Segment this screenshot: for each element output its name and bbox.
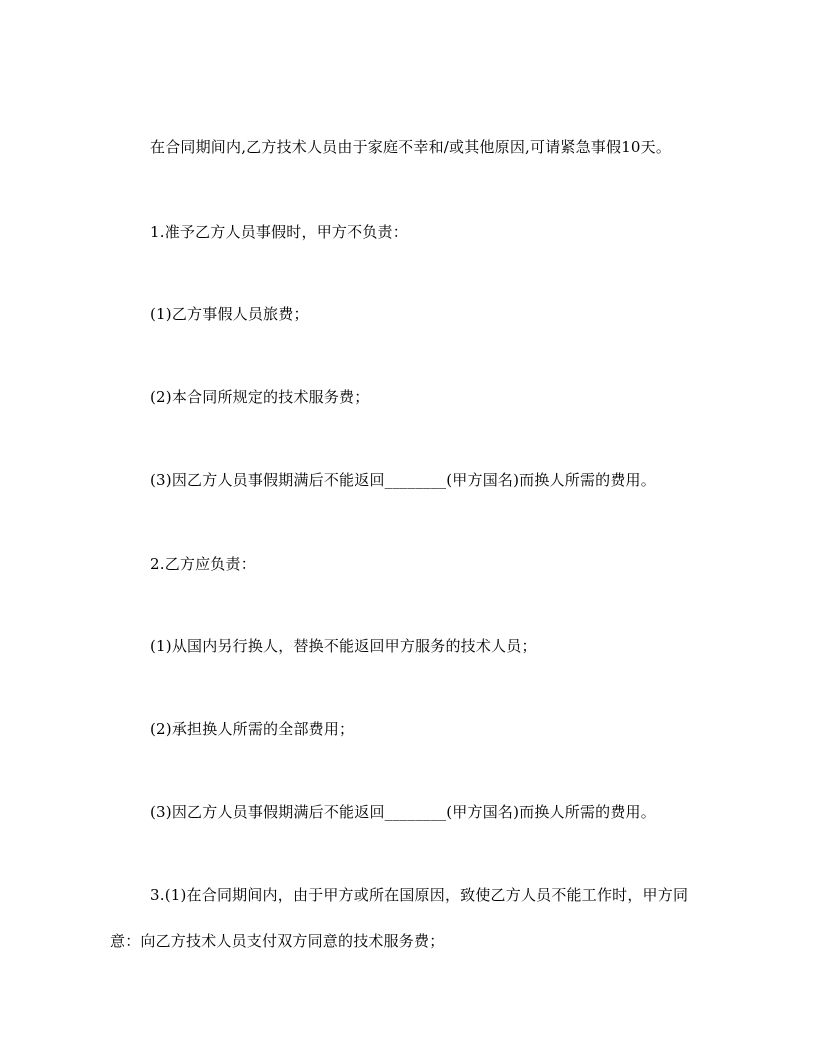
paragraph-clause-1-item-2: (2)本合同所规定的技术服务费；	[150, 388, 370, 406]
paragraph-clause-2-item-3: (3)因乙方人员事假期满后不能返回________(甲方国名)而换人所需的费用。	[150, 803, 656, 821]
paragraph-clause-1: 1.准予乙方人员事假时，甲方不负责：	[150, 223, 408, 241]
paragraph-clause-1-item-1: (1)乙方事假人员旅费；	[150, 305, 309, 323]
paragraph-clause-1-item-3: (3)因乙方人员事假期满后不能返回________(甲方国名)而换人所需的费用。	[150, 471, 656, 489]
paragraph-emergency-leave: 在合同期间内,乙方技术人员由于家庭不幸和/或其他原因,可请紧急事假10天。	[150, 138, 672, 156]
paragraph-clause-3: 3.(1)在合同期间内，由于甲方或所在国原因，致使乙方人员不能工作时，甲方同意：向乙方技术人员支付双方同意的技术服务费；	[110, 886, 689, 950]
paragraph-clause-2-item-1: (1)从国内另行换人，替换不能返回甲方服务的技术人员；	[150, 637, 537, 655]
paragraph-clause-2: 2.乙方应负责：	[150, 555, 256, 573]
paragraph-clause-2-item-2: (2)承担换人所需的全部费用；	[150, 720, 355, 738]
